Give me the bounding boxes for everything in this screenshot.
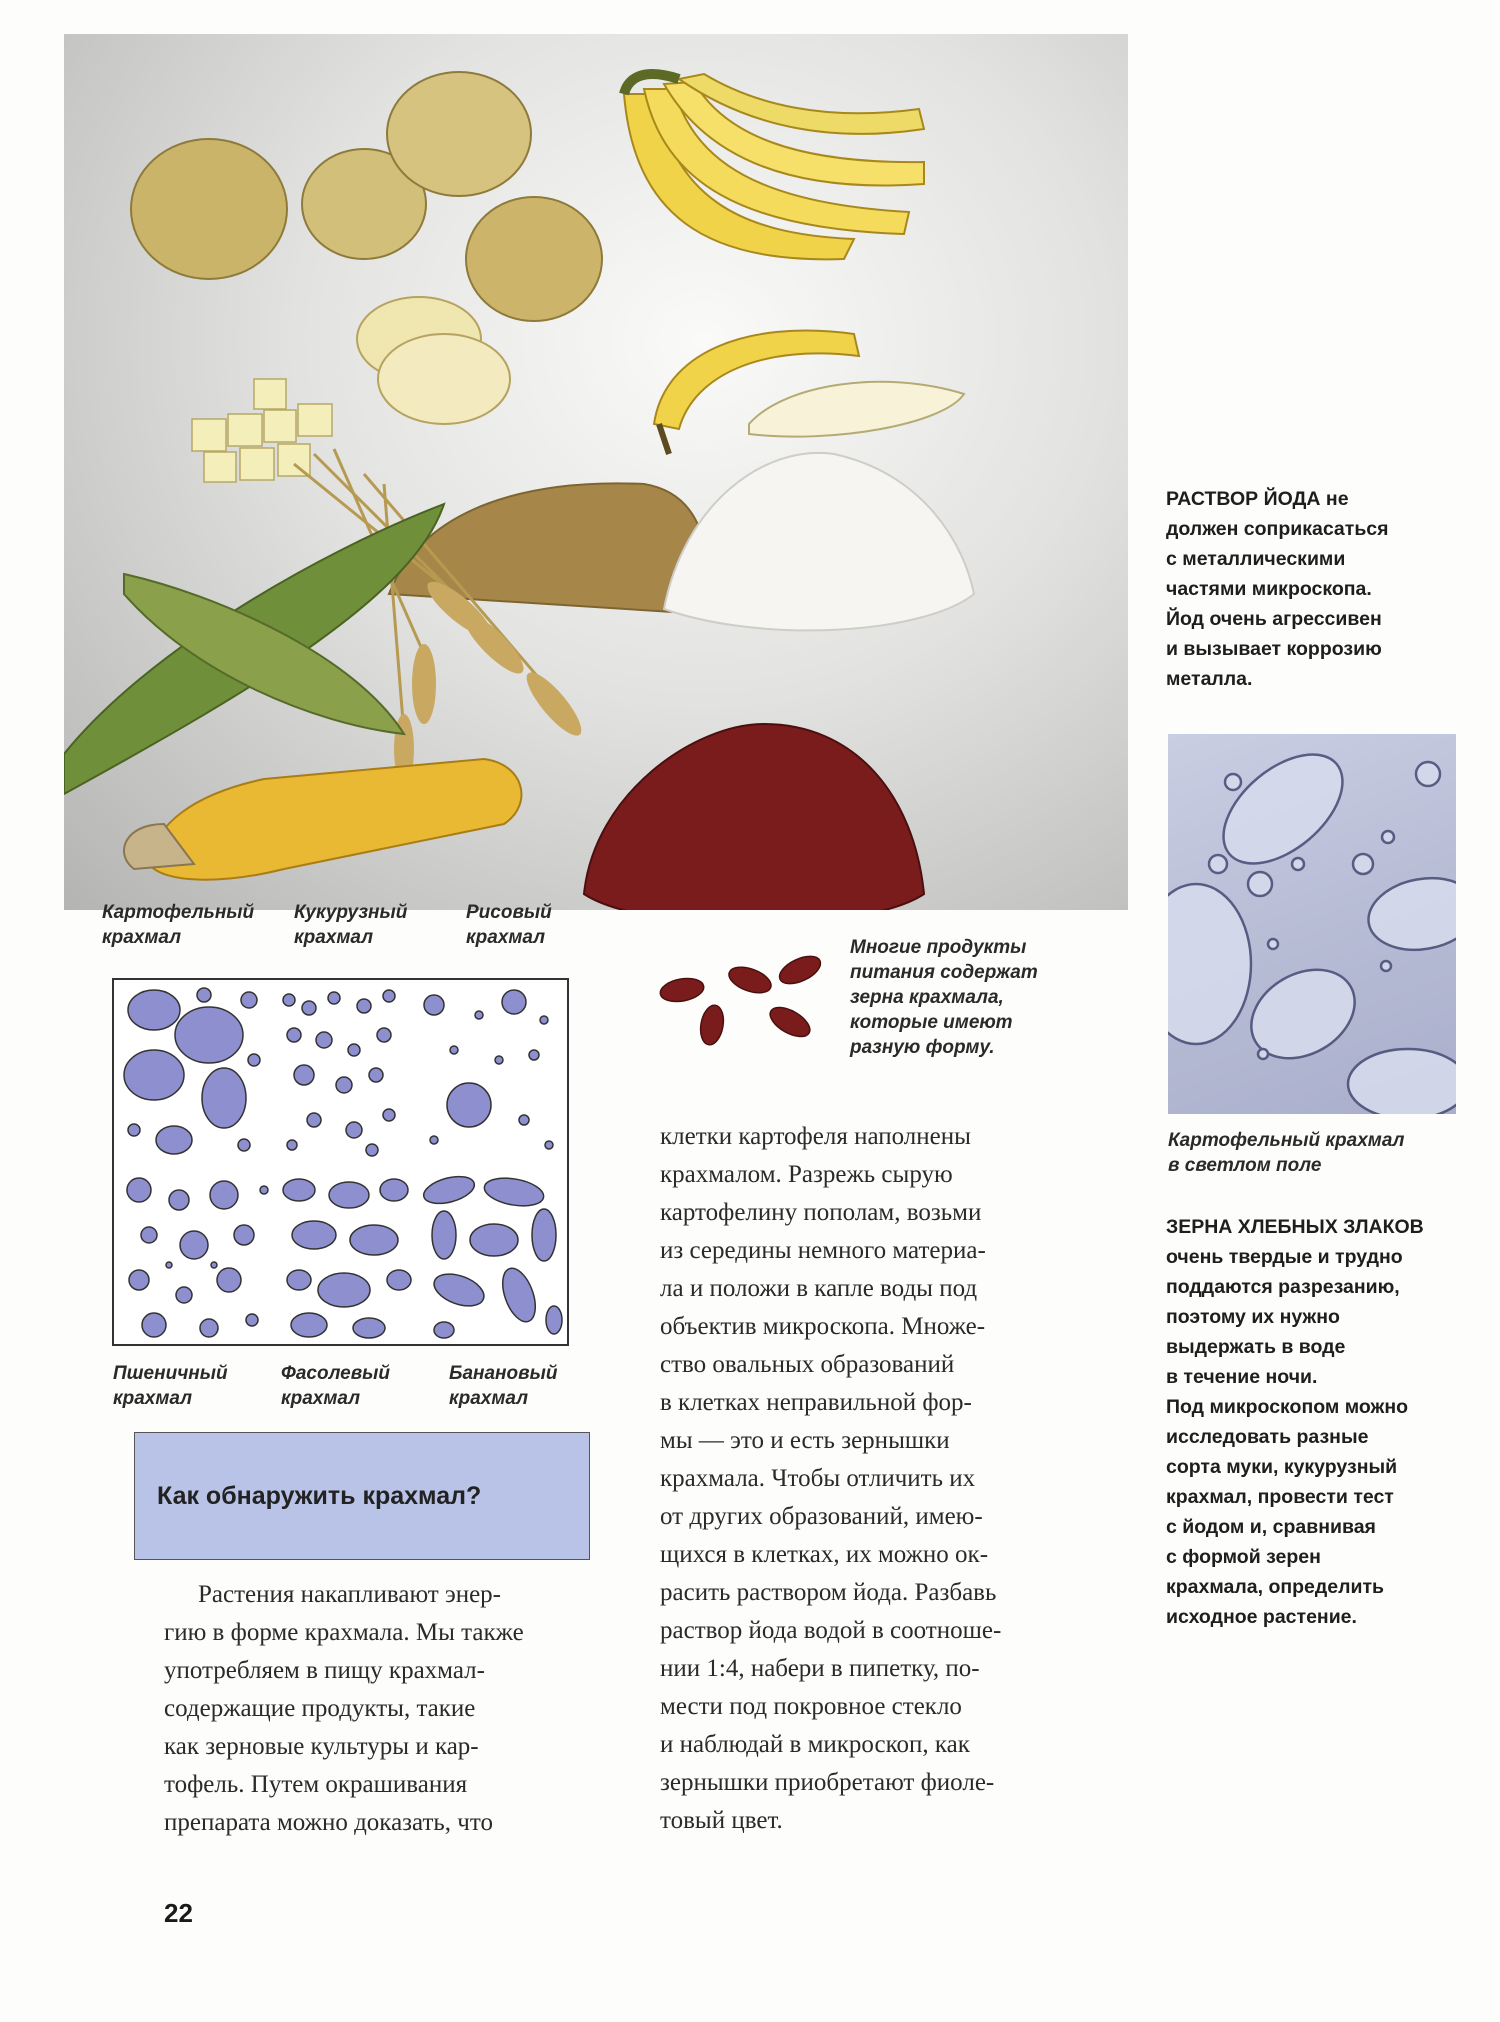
side-note-line: выдержать в воде <box>1166 1336 1346 1358</box>
body-column-left <box>164 1576 592 1842</box>
side-note-line: крахмал, провести тест <box>1166 1486 1394 1508</box>
caption-line: крахмал <box>281 1388 361 1409</box>
side-note-line: исходное растение. <box>1166 1606 1357 1628</box>
side-note-line: поэтому их нужно <box>1166 1306 1340 1328</box>
body-line: из середины немного материа- <box>660 1237 986 1264</box>
side-note-line: очень твердые и трудно <box>1166 1246 1403 1268</box>
peeled-banana <box>749 382 964 437</box>
body-line: препарата можно доказать, что <box>164 1809 493 1836</box>
body-line: Растения накапливают энер- <box>198 1581 501 1608</box>
grain-cell-potato <box>124 988 260 1154</box>
food-photo <box>64 34 1128 910</box>
caption-line: питания содержат <box>850 962 1038 983</box>
side-note-line: и вызывает коррозию <box>1166 638 1382 660</box>
starch-grains-illustration <box>114 980 567 1344</box>
potato <box>387 72 531 196</box>
body-line: содержащие продукты, такие <box>164 1695 476 1722</box>
caption-potato-starch <box>102 900 254 950</box>
side-note-line <box>1166 484 1466 514</box>
grain-cell-corn <box>283 990 395 1156</box>
flour-heap <box>664 453 974 630</box>
potato <box>466 197 602 321</box>
side-note-line: сорта муки, кукурузный <box>1166 1456 1398 1478</box>
body-line: и наблюдай в микроскоп, как <box>660 1731 970 1758</box>
body-line: ла и положи в капле воды под <box>660 1275 978 1302</box>
page-number: 22 <box>164 1898 193 1928</box>
side-note-line: должен соприкасаться <box>1166 518 1389 540</box>
side-note-line: металла. <box>1166 668 1253 690</box>
caption-banana-starch <box>449 1361 557 1411</box>
starch-grains-grid <box>112 978 569 1346</box>
side-note-lead: РАСТВОР ЙОДА <box>1166 488 1321 510</box>
potato-slice <box>378 334 510 424</box>
side-note-line: в течение ночи. <box>1166 1366 1318 1388</box>
grain-cell-rice <box>424 990 553 1149</box>
banana-stem <box>659 424 669 454</box>
body-line: употребляем в пищу крахмал- <box>164 1657 485 1684</box>
potato <box>131 139 287 279</box>
body-line: крахмала. Чтобы отличить их <box>660 1465 976 1492</box>
grain-cell-bean <box>283 1179 411 1338</box>
side-note-line: поддаются разрезанию, <box>1166 1276 1400 1298</box>
grain-cell-banana <box>421 1172 562 1338</box>
body-line: в клетках неправильной фор- <box>660 1389 972 1416</box>
side-note-line: с формой зерен <box>1166 1546 1321 1568</box>
banana-bunch <box>624 74 924 259</box>
side-note-line: Йод очень агрессивен <box>1166 608 1382 630</box>
loose-beans <box>650 950 830 1050</box>
grain-cell-wheat <box>127 1178 268 1337</box>
side-note-line: с йодом и, сравнивая <box>1166 1516 1376 1538</box>
caption-corn-starch <box>294 900 407 950</box>
caption-micrograph <box>1168 1128 1404 1178</box>
body-column-middle <box>660 1118 1090 1840</box>
body-line: тофель. Путем окрашивания <box>164 1771 468 1798</box>
food-illustration <box>64 34 1128 910</box>
corn-cob <box>124 759 521 880</box>
body-line: гию в форме крахмала. Мы также <box>164 1619 524 1646</box>
side-note-line: крахмала, определить <box>1166 1576 1385 1598</box>
section-heading: Как обнаружить крахмал? <box>157 1481 482 1510</box>
section-heading-box <box>134 1432 590 1560</box>
caption-line: Картофельный <box>102 902 255 923</box>
caption-line: крахмал <box>294 927 374 948</box>
body-line: щихся в клетках, их можно ок- <box>660 1541 989 1568</box>
caption-line: разную форму. <box>850 1037 995 1058</box>
caption-line: Картофельный крахмал <box>1168 1130 1405 1151</box>
caption-bean-starch <box>281 1361 390 1411</box>
body-line: товый цвет. <box>660 1807 783 1834</box>
body-line: крахмалом. Разрежь сырую <box>660 1161 953 1188</box>
body-line: мести под покровное стекло <box>660 1693 962 1720</box>
caption-rice-starch <box>466 900 552 950</box>
caption-line: крахмал <box>113 1388 193 1409</box>
caption-line: Многие продукты <box>850 937 1027 958</box>
caption-wheat-starch <box>113 1361 228 1411</box>
caption-line: в светлом поле <box>1168 1155 1322 1176</box>
side-note-line: частями микроскопа. <box>1166 578 1372 600</box>
side-note-line: с металлическими <box>1166 548 1346 570</box>
body-line: клетки картофеля наполнены <box>660 1123 971 1150</box>
potato-starch-micrograph <box>1168 734 1456 1114</box>
bean-heap <box>584 724 924 910</box>
body-line: как зерновые культуры и кар- <box>164 1733 479 1760</box>
body-line: объектив микроскопа. Множе- <box>660 1313 986 1340</box>
microscope-image <box>1168 734 1456 1114</box>
body-line: нии 1:4, набери в пипетку, по- <box>660 1655 980 1682</box>
potato-cubes <box>192 379 332 482</box>
caption-line: Банановый <box>449 1363 558 1384</box>
caption-line: крахмал <box>449 1388 529 1409</box>
body-line: картофелину пополам, возьми <box>660 1199 982 1226</box>
side-note-text: не <box>1320 488 1349 510</box>
body-line: расить раствором йода. Разбавь <box>660 1579 997 1606</box>
caption-line: Фасолевый <box>281 1363 391 1384</box>
caption-line: крахмал <box>102 927 182 948</box>
caption-line: Пшеничный <box>113 1363 228 1384</box>
side-note-lead: ЗЕРНА ХЛЕБНЫХ ЗЛАКОВ <box>1166 1216 1424 1238</box>
caption-line: крахмал <box>466 927 546 948</box>
side-note-line: исследовать разные <box>1166 1426 1369 1448</box>
body-line: раствор йода водой в соотноше- <box>660 1617 1002 1644</box>
caption-line: Кукурузный <box>294 902 408 923</box>
caption-line: которые имеют <box>850 1012 1013 1033</box>
body-line: мы — это и есть зернышки <box>660 1427 950 1454</box>
body-line: зернышки приобретают фиоле- <box>660 1769 995 1796</box>
body-line: от других образований, имею- <box>660 1503 983 1530</box>
side-note-line: Под микроскопом можно <box>1166 1396 1409 1418</box>
caption-line: зерна крахмала, <box>850 987 1004 1008</box>
caption-beans-note <box>850 935 1038 1060</box>
side-note-grains <box>1166 1212 1476 1632</box>
side-note-iodine <box>1166 484 1466 694</box>
caption-line: Рисовый <box>466 902 552 923</box>
body-line: ство овальных образований <box>660 1351 955 1378</box>
